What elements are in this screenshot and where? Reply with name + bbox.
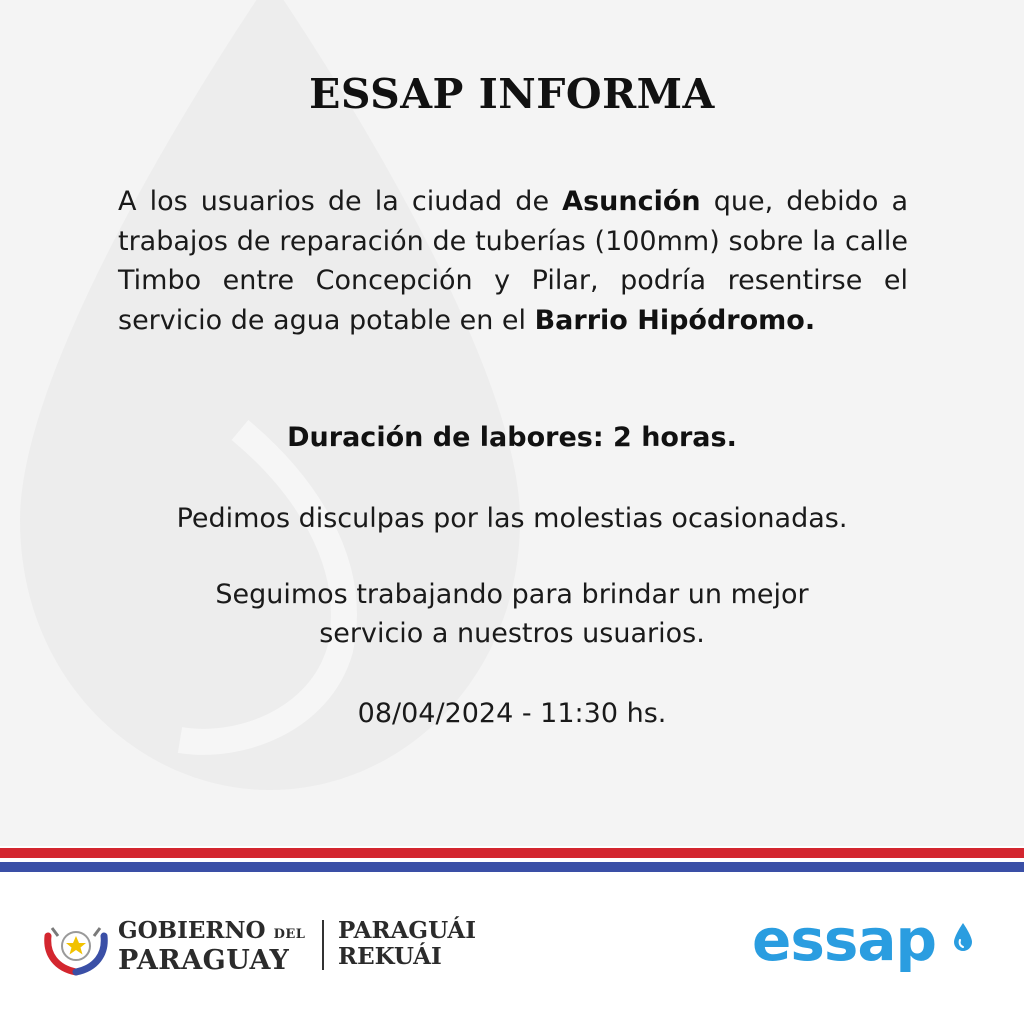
notice-body: A los usuarios de la ciudad de Asunción que, debido a trabajos de reparación de tuberías (100mm) sobre la calle Timbo entre Concepción y Pilar, podría resentirse el servicio de agua potable en el Barrio Hipódromo. — [118, 186, 908, 336]
footer — [0, 872, 1024, 1024]
government-wordmark: GOBIERNO DEL PARAGUAY — [118, 917, 306, 976]
essap-logo — [752, 906, 982, 982]
water-drop-icon — [952, 922, 974, 952]
government-motto: PARAGUÁI REKUÁI — [338, 917, 477, 970]
essap-wordmark: essap — [752, 906, 937, 974]
notice-title: ESSAP INFORMA — [309, 70, 715, 118]
apology-line: Pedimos disculpas por las molestias ocasionadas. — [176, 503, 848, 534]
city-name: Asunción — [562, 186, 701, 217]
wordmark-divider — [322, 920, 324, 970]
neighborhood-name: Barrio Hipódromo. — [534, 304, 816, 336]
duration-line: Duración de labores: 2 horas. — [287, 422, 737, 453]
commitment-text: Seguimos trabajando para brindar un mejor servicio a nuestros usuarios. — [215, 579, 809, 649]
flag-stripe-red — [0, 848, 1024, 858]
notice-datetime: 08/04/2024 - 11:30 hs. — [357, 698, 667, 729]
paraguay-emblem-icon — [42, 914, 110, 976]
flag-stripe-blue — [0, 862, 1024, 872]
